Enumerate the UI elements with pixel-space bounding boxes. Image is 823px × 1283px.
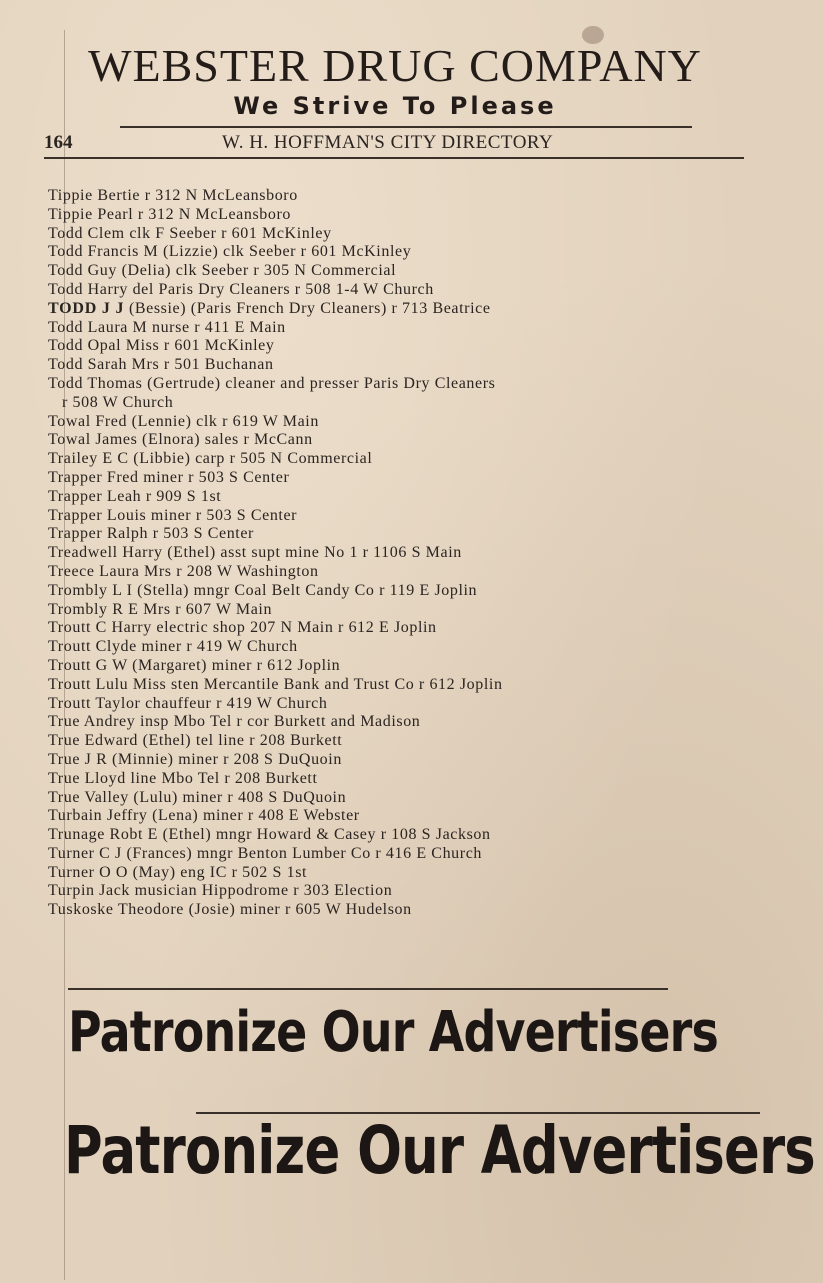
entry-text: Towal Fred (Lennie) clk r 619 W Main	[48, 412, 319, 430]
entry-text: Trombly R E Mrs r 607 W Main	[48, 600, 273, 618]
footer-rule-1	[68, 988, 668, 990]
entry-text: Todd Opal Miss r 601 McKinley	[48, 337, 275, 355]
entry-text: True Valley (Lulu) miner r 408 S DuQuoin	[48, 788, 347, 806]
directory-entry	[48, 864, 688, 883]
directory-entry	[48, 789, 688, 808]
directory-entry	[48, 619, 688, 638]
entry-text: Todd Laura M nurse r 411 E Main	[48, 318, 286, 336]
entry-text: Trapper Louis miner r 503 S Center	[48, 506, 298, 524]
entry-text: Tippie Bertie r 312 N McLeansboro	[48, 187, 298, 204]
entry-text: Treece Laura Mrs r 208 W Washington	[48, 562, 319, 580]
directory-entry	[48, 732, 688, 751]
entry-text: Todd Sarah Mrs r 501 Buchanan	[48, 356, 274, 374]
entry-text: Trapper Leah r 909 S 1st	[48, 487, 222, 505]
entry-continuation: r 508 W Church	[62, 393, 174, 411]
entry-text: True Andrey insp Mbo Tel r cor Burkett and Madison	[48, 713, 421, 731]
directory-entry	[48, 450, 688, 469]
entry-text: Todd Clem clk F Seeber r 601 McKinley	[48, 224, 332, 242]
directory-entry	[48, 375, 688, 413]
entry-name-bold: TODD J J	[48, 299, 125, 317]
entry-text: Trailey E C (Libbie) carp r 505 N Commercial	[48, 450, 373, 468]
advertiser-name: WEBSTER DRUG COMPANY	[88, 40, 702, 91]
entry-text: True J R (Minnie) miner r 208 S DuQuoin	[48, 750, 342, 768]
entry-text: Troutt G W (Margaret) miner r 612 Joplin	[48, 656, 341, 674]
directory-entry	[48, 826, 688, 845]
directory-entry	[48, 469, 688, 488]
directory-entry	[48, 243, 688, 262]
entry-text: Turbain Jeffry (Lena) miner r 408 E Webster	[48, 807, 360, 825]
directory-entry	[48, 525, 688, 544]
directory-entry	[48, 713, 688, 732]
running-head	[44, 132, 744, 156]
entry-text: True Edward (Ethel) tel line r 208 Burkett	[48, 732, 343, 750]
entry-text: Todd Harry del Paris Dry Cleaners r 508 1-4 W Church	[48, 280, 434, 298]
directory-entry	[48, 845, 688, 864]
directory-entry	[48, 356, 688, 375]
entry-text: Troutt Taylor chauffeur r 419 W Church	[48, 694, 328, 712]
entry-text: Todd Guy (Delia) clk Seeber r 305 N Commercial	[48, 262, 397, 280]
directory-entry	[48, 676, 688, 695]
directory-entry	[48, 300, 688, 319]
directory-entry	[48, 225, 688, 244]
running-title: W. H. HOFFMAN'S CITY DIRECTORY	[222, 132, 554, 153]
entry-text: Troutt Clyde miner r 419 W Church	[48, 638, 298, 656]
directory-entry	[48, 413, 688, 432]
header-rule-bottom	[44, 157, 744, 159]
directory-entry	[48, 657, 688, 676]
entry-text: Trapper Ralph r 503 S Center	[48, 525, 254, 543]
directory-entry	[48, 507, 688, 526]
entry-text: Trombly L I (Stella) mngr Coal Belt Candy Co r 119 E Joplin	[48, 581, 478, 599]
header-advertisement	[40, 40, 750, 120]
page-number: 164	[44, 132, 73, 153]
entry-text: Tuskoske Theodore (Josie) miner r 605 W Hudelson	[48, 901, 412, 919]
directory-entry	[48, 882, 688, 901]
directory-entry	[48, 751, 688, 770]
directory-entry	[48, 281, 688, 300]
entry-text: Treadwell Harry (Ethel) asst supt mine No 1 r 1106 S Main	[48, 544, 462, 562]
directory-entry	[48, 488, 688, 507]
directory-entry	[48, 638, 688, 657]
footer-advertisement: Patronize Our Advertisers	[68, 1000, 718, 1065]
directory-entry	[48, 544, 688, 563]
entry-text: Todd Thomas (Gertrude) cleaner and presser Paris Dry Cleaners	[48, 374, 496, 392]
entry-text: Trunage Robt E (Ethel) mngr Howard & Casey r 108 S Jackson	[48, 826, 491, 844]
entry-text: True Lloyd line Mbo Tel r 208 Burkett	[48, 769, 318, 787]
directory-entry	[48, 262, 688, 281]
entry-text: Turner O O (May) eng IC r 502 S 1st	[48, 863, 308, 881]
directory-entry	[48, 582, 688, 601]
directory-entry	[48, 601, 688, 620]
directory-entry	[48, 206, 688, 225]
footer-advertisement: Patronize Our Advertisers	[64, 1112, 815, 1189]
entry-text: Turpin Jack musician Hippodrome r 303 Election	[48, 882, 393, 900]
entry-text: Troutt Lulu Miss sten Mercantile Bank and Trust Co r 612 Joplin	[48, 675, 503, 693]
entry-text: Trapper Fred miner r 503 S Center	[48, 468, 290, 486]
entry-text: Tippie Pearl r 312 N McLeansboro	[48, 205, 292, 223]
directory-entry	[48, 695, 688, 714]
directory-entry	[48, 770, 688, 789]
header-rule-top	[120, 126, 692, 128]
entry-text: Todd Francis M (Lizzie) clk Seeber r 601 McKinley	[48, 243, 412, 261]
directory-entry	[48, 807, 688, 826]
entry-text: Towal James (Elnora) sales r McCann	[48, 431, 313, 449]
directory-entry	[48, 319, 688, 338]
directory-entry	[48, 337, 688, 356]
directory-entry	[48, 431, 688, 450]
entry-text: Troutt C Harry electric shop 207 N Main r 612 E Joplin	[48, 619, 437, 637]
entry-text: (Bessie) (Paris French Dry Cleaners) r 713 Beatrice	[124, 299, 491, 317]
directory-entry	[48, 187, 688, 206]
advertiser-slogan: We Strive To Please	[233, 92, 557, 120]
directory-entry	[48, 901, 688, 920]
directory-entry	[48, 563, 688, 582]
entry-text: Turner C J (Frances) mngr Benton Lumber Co r 416 E Church	[48, 844, 482, 862]
directory-entries	[48, 187, 688, 920]
